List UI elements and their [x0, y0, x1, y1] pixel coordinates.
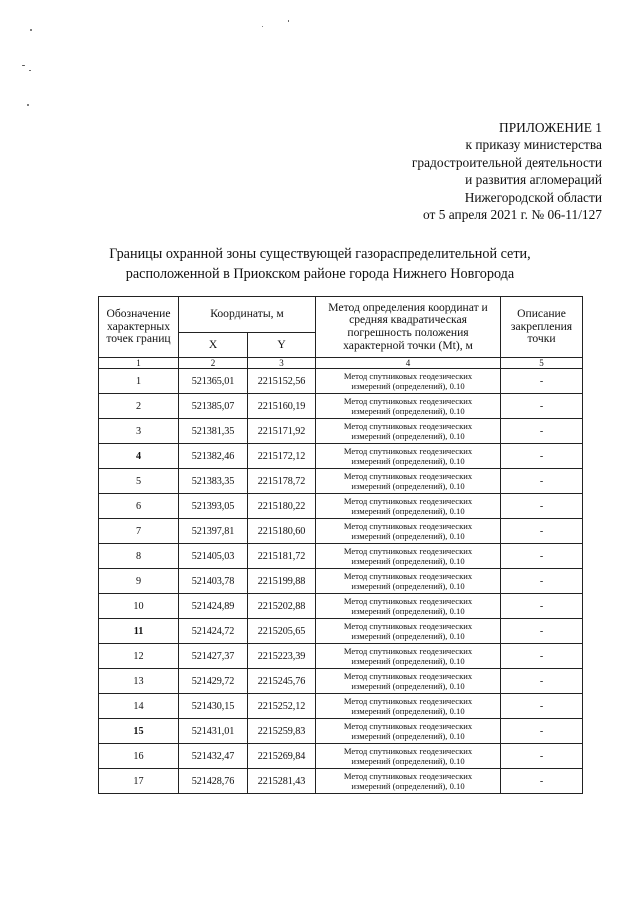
method-text-line: Метод спутниковых геодезических: [343, 696, 473, 706]
method-text-line: Метод спутниковых геодезических: [343, 396, 473, 406]
fixing-description: -: [501, 544, 583, 569]
appendix-title: ПРИЛОЖЕНИЕ 1: [499, 120, 602, 135]
table-row: [99, 694, 583, 719]
point-number: 10: [99, 594, 179, 619]
method-cell: [316, 369, 501, 394]
coord-y: 2215202,88: [248, 594, 316, 619]
method-cell: [316, 669, 501, 694]
fixing-description: -: [501, 444, 583, 469]
method-cell: [316, 394, 501, 419]
table-row: [99, 519, 583, 544]
header-description: Описание закрепления точки: [501, 297, 583, 358]
method-cell: [316, 519, 501, 544]
document-title-line: Границы охранной зоны существующей газораспределительной сети,: [109, 246, 531, 262]
fixing-description: -: [501, 769, 583, 794]
coord-x: 521424,89: [179, 594, 248, 619]
point-number: 4: [99, 444, 179, 469]
coord-y: 2215205,65: [248, 619, 316, 644]
coord-x: 521424,72: [179, 619, 248, 644]
table-row: [99, 369, 583, 394]
point-number: 6: [99, 494, 179, 519]
fixing-description: -: [501, 719, 583, 744]
method-cell: [316, 619, 501, 644]
appendix-date: от 5 апреля 2021 г. № 06-11/127: [423, 207, 602, 223]
method-cell: [316, 719, 501, 744]
coord-x: 521405,03: [179, 544, 248, 569]
point-number: 12: [99, 644, 179, 669]
document-title-line: расположенной в Приокском районе города Нижнего Новгорода: [125, 266, 515, 282]
appendix-line: и развития агломераций: [465, 172, 602, 188]
table-row: [99, 569, 583, 594]
point-number: 1: [99, 369, 179, 394]
fixing-description: -: [501, 619, 583, 644]
method-text-line: Метод спутниковых геодезических: [343, 646, 473, 656]
coord-y: 2215180,22: [248, 494, 316, 519]
coord-x: 521403,78: [179, 569, 248, 594]
method-cell: [316, 694, 501, 719]
coord-y: 2215252,12: [248, 694, 316, 719]
table-row: [99, 394, 583, 419]
coord-y: 2215178,72: [248, 469, 316, 494]
coord-x: 521432,47: [179, 744, 248, 769]
method-text-line: измерений (определений), 0.10: [351, 531, 465, 541]
point-number: 13: [99, 669, 179, 694]
method-text-line: измерений (определений), 0.10: [351, 706, 465, 716]
fixing-description: -: [501, 419, 583, 444]
scan-speck: [30, 29, 32, 31]
fixing-description: -: [501, 669, 583, 694]
coord-y: 2215171,92: [248, 419, 316, 444]
coord-y: 2215281,43: [248, 769, 316, 794]
point-number: 5: [99, 469, 179, 494]
point-number: 14: [99, 694, 179, 719]
point-number: 15: [99, 719, 179, 744]
column-number: 3: [248, 358, 316, 369]
fixing-description: -: [501, 469, 583, 494]
appendix-header: [342, 119, 602, 223]
table-row: [99, 769, 583, 794]
method-cell: [316, 419, 501, 444]
coord-y: 2215152,56: [248, 369, 316, 394]
coord-y: 2215180,60: [248, 519, 316, 544]
method-text-line: Метод спутниковых геодезических: [343, 421, 473, 431]
column-number: 2: [179, 358, 248, 369]
method-text-line: измерений (определений), 0.10: [351, 481, 465, 491]
method-text-line: измерений (определений), 0.10: [351, 606, 465, 616]
table-row: [99, 669, 583, 694]
method-text-line: Метод спутниковых геодезических: [343, 771, 473, 781]
method-text-line: измерений (определений), 0.10: [351, 506, 465, 516]
header-point-designation: Обозначение характерных точек границ: [99, 297, 179, 358]
column-number: 4: [316, 358, 501, 369]
point-number: 17: [99, 769, 179, 794]
table-row: [99, 619, 583, 644]
coord-x: 521429,72: [179, 669, 248, 694]
coord-x: 521397,81: [179, 519, 248, 544]
scan-speck: [288, 20, 289, 22]
fixing-description: -: [501, 569, 583, 594]
method-cell: [316, 744, 501, 769]
scan-speck: [22, 65, 25, 66]
method-text-line: Метод спутниковых геодезических: [343, 621, 473, 631]
point-number: 7: [99, 519, 179, 544]
method-text-line: Метод спутниковых геодезических: [343, 596, 473, 606]
method-text-line: Метод спутниковых геодезических: [343, 371, 473, 381]
method-text-line: измерений (определений), 0.10: [351, 581, 465, 591]
coord-y: 2215172,12: [248, 444, 316, 469]
table-row: [99, 544, 583, 569]
method-cell: [316, 569, 501, 594]
appendix-line: к приказу министерства: [465, 137, 602, 153]
method-text-line: измерений (определений), 0.10: [351, 631, 465, 641]
point-number: 11: [99, 619, 179, 644]
header-method: Метод определения координат и средняя квадратическая погрешность положения характерной точки (Mt), м: [316, 297, 501, 358]
header-coordinates: Координаты, м: [179, 297, 316, 333]
coord-x: 521382,46: [179, 444, 248, 469]
coord-x: 521427,37: [179, 644, 248, 669]
table-row: [99, 444, 583, 469]
coord-y: 2215160,19: [248, 394, 316, 419]
method-text-line: измерений (определений), 0.10: [351, 456, 465, 466]
fixing-description: -: [501, 694, 583, 719]
method-text-line: измерений (определений), 0.10: [351, 756, 465, 766]
method-text-line: измерений (определений), 0.10: [351, 656, 465, 666]
header-x: X: [179, 332, 248, 357]
fixing-description: -: [501, 394, 583, 419]
column-number: 5: [501, 358, 583, 369]
method-text-line: Метод спутниковых геодезических: [343, 546, 473, 556]
method-text-line: Метод спутниковых геодезических: [343, 471, 473, 481]
coord-y: 2215199,88: [248, 569, 316, 594]
coord-x: 521393,05: [179, 494, 248, 519]
method-cell: [316, 444, 501, 469]
header-y: Y: [248, 332, 316, 357]
document-title: [60, 244, 580, 284]
method-text-line: измерений (определений), 0.10: [351, 381, 465, 391]
method-cell: [316, 644, 501, 669]
fixing-description: -: [501, 644, 583, 669]
method-cell: [316, 494, 501, 519]
method-cell: [316, 469, 501, 494]
coord-y: 2215223,39: [248, 644, 316, 669]
method-text-line: измерений (определений), 0.10: [351, 556, 465, 566]
coord-x: 521430,15: [179, 694, 248, 719]
table-body: [99, 369, 583, 794]
method-cell: [316, 544, 501, 569]
fixing-description: -: [501, 494, 583, 519]
method-text-line: измерений (определений), 0.10: [351, 681, 465, 691]
fixing-description: -: [501, 519, 583, 544]
table-row: [99, 719, 583, 744]
coord-x: 521365,01: [179, 369, 248, 394]
method-text-line: Метод спутниковых геодезических: [343, 446, 473, 456]
table-row: [99, 419, 583, 444]
coord-y: 2215269,84: [248, 744, 316, 769]
point-number: 8: [99, 544, 179, 569]
method-text-line: Метод спутниковых геодезических: [343, 671, 473, 681]
point-number: 16: [99, 744, 179, 769]
method-text-line: Метод спутниковых геодезических: [343, 496, 473, 506]
table-row: [99, 644, 583, 669]
method-cell: [316, 769, 501, 794]
method-text-line: Метод спутниковых геодезических: [343, 721, 473, 731]
method-text-line: Метод спутниковых геодезических: [343, 521, 473, 531]
scan-speck: [262, 26, 263, 27]
method-text-line: измерений (определений), 0.10: [351, 406, 465, 416]
appendix-line: градостроительной деятельности: [411, 154, 602, 170]
fixing-description: -: [501, 594, 583, 619]
coord-y: 2215259,83: [248, 719, 316, 744]
coord-x: 521381,35: [179, 419, 248, 444]
fixing-description: -: [501, 369, 583, 394]
point-number: 9: [99, 569, 179, 594]
scan-speck: [27, 104, 29, 106]
table-row: [99, 594, 583, 619]
method-text-line: Метод спутниковых геодезических: [343, 571, 473, 581]
coord-y: 2215245,76: [248, 669, 316, 694]
coord-x: 521385,07: [179, 394, 248, 419]
boundary-points-table: [98, 296, 583, 794]
point-number: 3: [99, 419, 179, 444]
fixing-description: -: [501, 744, 583, 769]
coord-x: 521428,76: [179, 769, 248, 794]
method-text-line: измерений (определений), 0.10: [351, 731, 465, 741]
coord-x: 521431,01: [179, 719, 248, 744]
method-text-line: измерений (определений), 0.10: [351, 431, 465, 441]
table-row: [99, 494, 583, 519]
method-text-line: измерений (определений), 0.10: [351, 781, 465, 791]
scan-speck: [29, 70, 31, 71]
method-text-line: Метод спутниковых геодезических: [343, 746, 473, 756]
table-row: [99, 744, 583, 769]
appendix-line: Нижегородской области: [464, 189, 602, 205]
coord-y: 2215181,72: [248, 544, 316, 569]
coord-x: 521383,35: [179, 469, 248, 494]
method-cell: [316, 594, 501, 619]
column-number: 1: [99, 358, 179, 369]
point-number: 2: [99, 394, 179, 419]
table-row: [99, 469, 583, 494]
